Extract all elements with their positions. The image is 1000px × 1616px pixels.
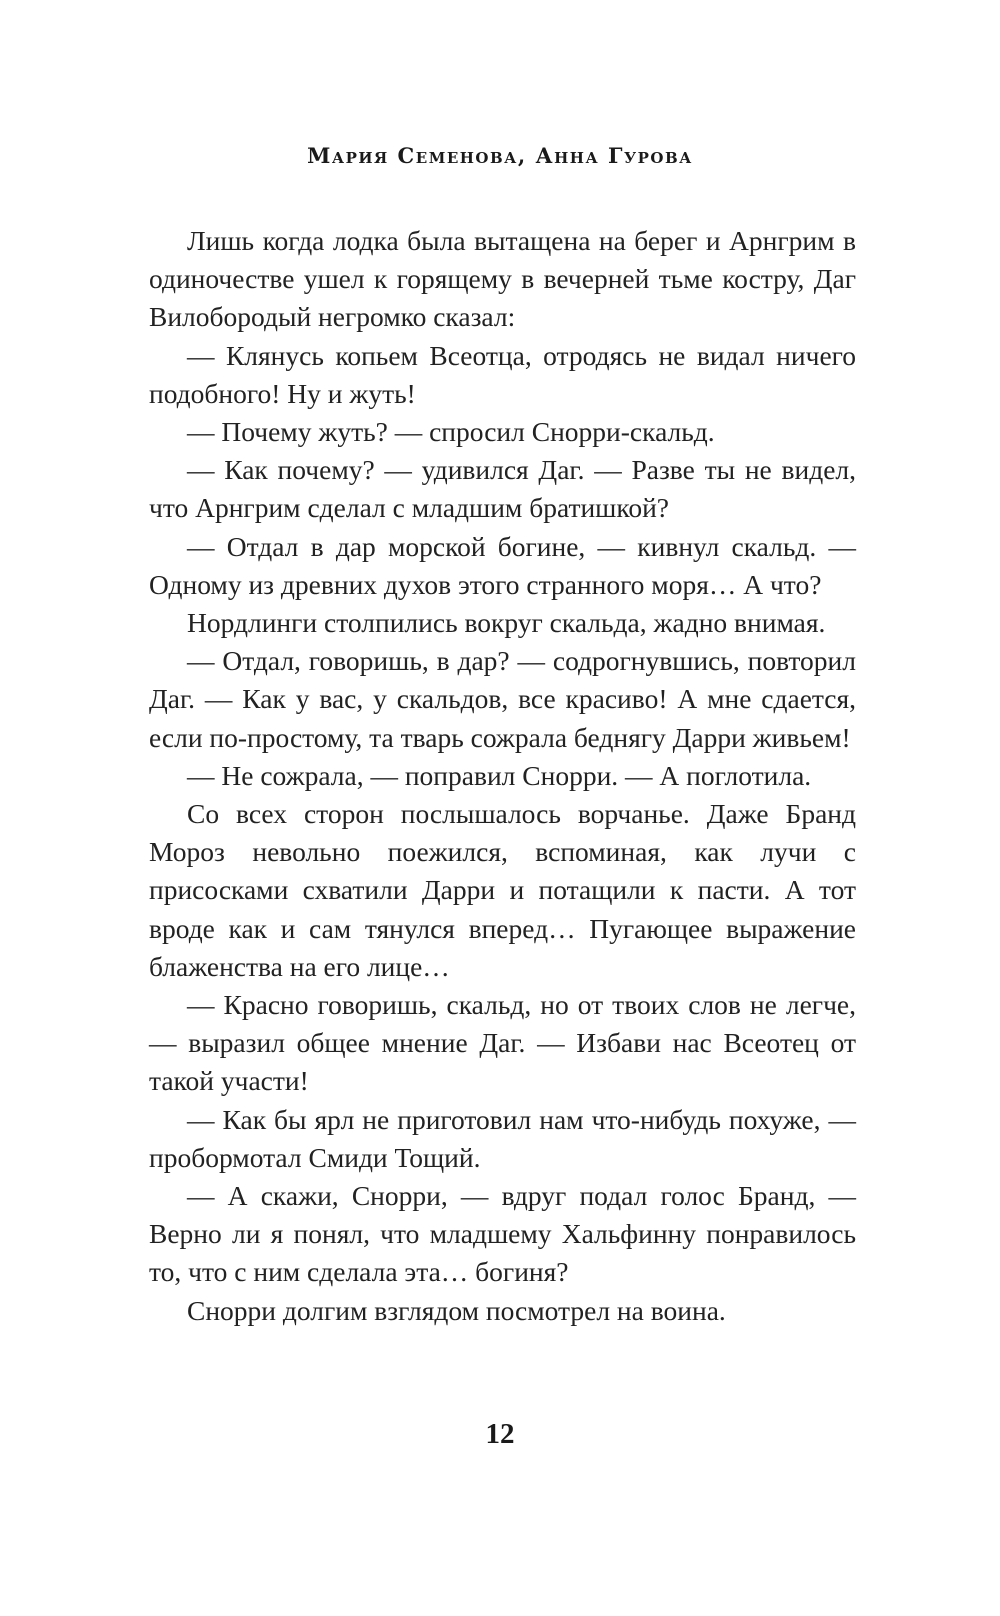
paragraph: Нордлинги столпились вокруг скальда, жадно внимая. [187, 607, 826, 639]
paragraph: — Как почему? — удивился Даг. — Разве ты не видел, что Арнгрим сделал с младшим братишкой? [149, 454, 856, 524]
paragraph: — Отдал, говоришь, в дар? — содрогнувшись, повторил Даг. — Как у вас, у скальдов, все красиво! А мне сдается, если по-простому, та тварь сожрала беднягу Дарри живьем! [149, 645, 856, 753]
paragraph: — А скажи, Снорри, — вдруг подал голос Бранд, — Верно ли я понял, что младшему Хальфинну понравилось то, что с ним сделала эта… богиня? [149, 1180, 856, 1288]
paragraph: — Клянусь копьем Всеотца, отродясь не видал ничего подобного! Ну и жуть! [149, 339, 856, 409]
paragraph: Лишь когда лодка была вытащена на берег и Арнгрим в одиночестве ушел к горящему в вечерней тьме костру, Даг Вилобородый негромко сказал: [149, 225, 856, 333]
paragraph: — Красно говоришь, скальд, но от твоих слов не легче, — выразил общее мнение Даг. — Избави нас Всеотец от такой участи! [149, 989, 856, 1097]
paragraph: — Почему жуть? — спросил Снорри-скальд. [187, 416, 715, 448]
paragraph: — Как бы ярл не приготовил нам что-нибудь похуже, — пробормотал Смиди Тощий. [149, 1103, 856, 1173]
paragraph: — Отдал в дар морской богине, — кивнул скальд. — Одному из древних духов этого странного моря… А что? [149, 530, 856, 600]
page-number: 12 [485, 1418, 515, 1450]
paragraph: Снорри долгим взглядом посмотрел на воина. [187, 1294, 726, 1326]
paragraph: — Не сожрала, — поправил Снорри. — А поглотила. [187, 759, 812, 791]
running-head-authors: Мария Семенова, Анна Гурова [307, 143, 693, 168]
paragraph: Со всех сторон послышалось ворчанье. Даже Бранд Мороз невольно поежился, вспоминая, как лучи с присосками схватили Дарри и потащили к пасти. А тот вроде как и сам тянулся вперед… Пугающее выражение блаженства на его лице… [149, 798, 856, 982]
body-text [149, 222, 856, 1330]
